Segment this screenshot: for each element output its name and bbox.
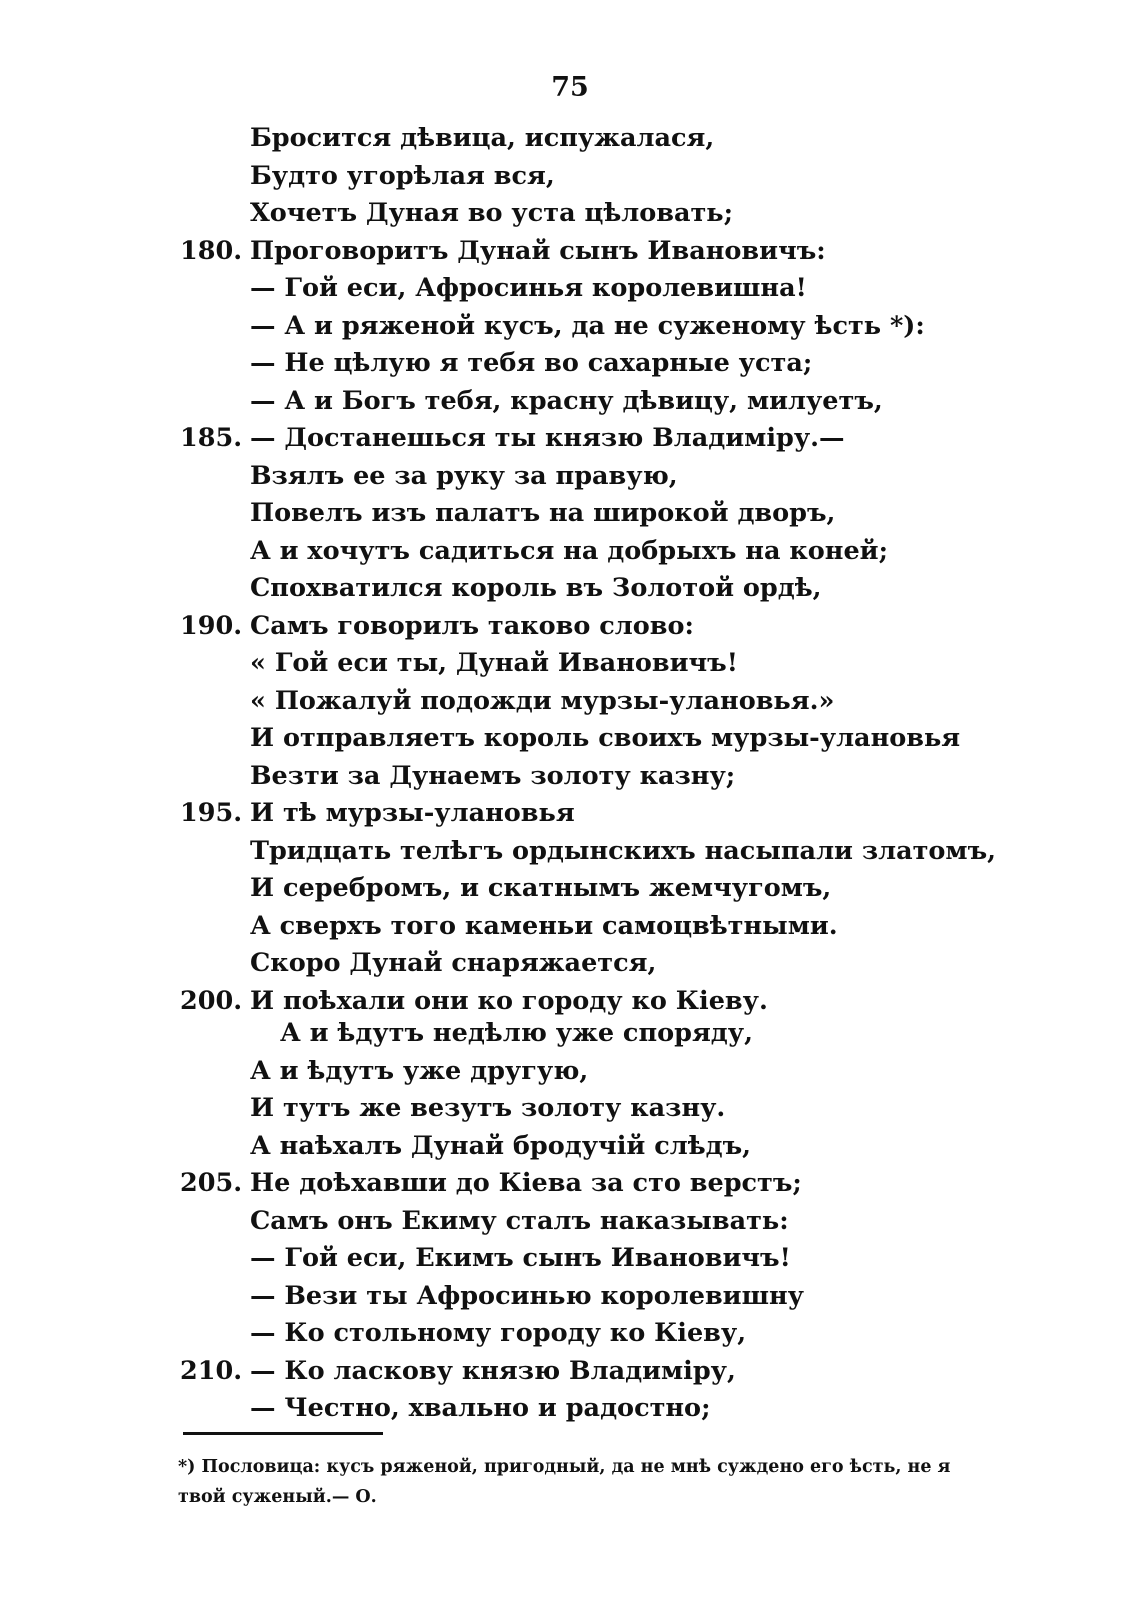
verse-text: — Гой еси, Екимъ сынъ Ивановичъ! bbox=[250, 1243, 791, 1273]
verse-line bbox=[0, 1240, 1140, 1278]
verse-text: — Ко стольному городу ко Кіеву, bbox=[250, 1318, 747, 1348]
verse-line bbox=[0, 270, 1140, 308]
verse-line bbox=[0, 1053, 1140, 1091]
verse-line bbox=[0, 458, 1140, 496]
verse-text: И тутъ же везутъ золоту казну. bbox=[250, 1093, 726, 1123]
line-number: 195. bbox=[180, 798, 243, 828]
verse-text: — Ко ласкову князю Владиміру, bbox=[250, 1355, 736, 1386]
verse-line bbox=[0, 120, 1140, 158]
verse-text: Будто угорѣлая вся, bbox=[250, 160, 555, 191]
footnote-line: твой суженый.— О. bbox=[178, 1487, 377, 1507]
verse-line bbox=[0, 308, 1140, 346]
verse-text: — А и ряженой кусъ, да не суженому ѣсть *): bbox=[250, 310, 925, 341]
verse-line bbox=[0, 570, 1140, 608]
line-number: 190. bbox=[180, 610, 243, 641]
verse-line bbox=[0, 158, 1140, 196]
verse-line bbox=[0, 945, 1140, 983]
verse-text: Самъ онъ Екиму сталъ наказывать: bbox=[250, 1205, 789, 1236]
verse-line bbox=[0, 1390, 1140, 1428]
verse-line bbox=[0, 420, 1140, 458]
verse-line bbox=[0, 195, 1140, 233]
verse-line bbox=[0, 495, 1140, 533]
verse-line bbox=[0, 1165, 1140, 1203]
verse-line bbox=[0, 758, 1140, 796]
verse-line bbox=[0, 1090, 1140, 1128]
verse-line bbox=[0, 833, 1140, 871]
verse-text: Проговоритъ Дунай сынъ Ивановичъ: bbox=[250, 235, 826, 266]
page-number: 75 bbox=[551, 72, 589, 103]
verse-text: — Гой еси, Афросинья королевишна! bbox=[250, 273, 807, 303]
verse-line bbox=[0, 795, 1140, 833]
verse-text: Тридцать телѣгъ ордынскихъ насыпали златомъ, bbox=[250, 835, 997, 866]
line-number: 180. bbox=[180, 235, 243, 266]
verse-line bbox=[0, 608, 1140, 646]
verse-line bbox=[0, 720, 1140, 758]
stanza-2 bbox=[0, 1015, 1140, 1428]
verse-line bbox=[0, 383, 1140, 421]
verse-text: — Честно, хвально и радостно; bbox=[250, 1393, 711, 1423]
verse-text: — Достанешься ты князю Владиміру.— bbox=[250, 423, 845, 453]
verse-text: Повелъ изъ палатъ на широкой дворъ, bbox=[250, 498, 836, 528]
verse-text: А сверхъ того каменьи самоцвѣтными. bbox=[250, 910, 838, 941]
line-number: 200. bbox=[180, 985, 243, 1016]
verse-text: А и ѣдутъ уже другую, bbox=[250, 1055, 589, 1086]
footnote bbox=[178, 1452, 978, 1512]
line-number: 185. bbox=[180, 423, 243, 453]
verse-text: Везти за Дунаемъ золоту казну; bbox=[250, 760, 736, 791]
verse-line bbox=[0, 1203, 1140, 1241]
verse-text: А и ѣдутъ недѣлю уже споряду, bbox=[280, 1018, 753, 1048]
verse-line bbox=[0, 645, 1140, 683]
verse-text: — Не цѣлую я тебя во сахарные уста; bbox=[250, 348, 813, 378]
verse-line bbox=[0, 1128, 1140, 1166]
verse-line bbox=[0, 1315, 1140, 1353]
verse-text: « Гой еси ты, Дунай Ивановичъ! bbox=[250, 648, 738, 678]
verse-text: Спохватился король въ Золотой ордѣ, bbox=[250, 573, 822, 603]
verse-text: Самъ говорилъ таково слово: bbox=[250, 610, 694, 641]
footnote-divider bbox=[183, 1432, 383, 1435]
verse-text: « Пожалуй подожди мурзы-улановья.» bbox=[250, 685, 835, 716]
line-number: 205. bbox=[180, 1168, 243, 1198]
verse-text: А наѣхалъ Дунай бродучій слѣдъ, bbox=[250, 1130, 752, 1161]
footnote-line: *) Пословица: кусъ ряженой, пригодный, да не мнѣ суждено его ѣсть, не я bbox=[178, 1457, 951, 1477]
verse-line bbox=[0, 1015, 1140, 1053]
verse-text: — Вези ты Афросинью королевишну bbox=[250, 1280, 804, 1311]
verse-text: И отправляетъ король своихъ мурзы-улановья bbox=[250, 723, 961, 753]
verse-line bbox=[0, 1278, 1140, 1316]
verse-line bbox=[0, 345, 1140, 383]
verse-line bbox=[0, 908, 1140, 946]
verse-line bbox=[0, 870, 1140, 908]
verse-text: И серебромъ, и скатнымъ жемчугомъ, bbox=[250, 873, 832, 903]
verse-line bbox=[0, 1353, 1140, 1391]
verse-text: Бросится дѣвица, испужалася, bbox=[250, 123, 715, 153]
verse-text: Хочетъ Дуная во уста цѣловать; bbox=[250, 198, 733, 228]
verse-line bbox=[0, 233, 1140, 271]
verse-text: И поѣхали они ко городу ко Кіеву. bbox=[250, 985, 768, 1016]
stanza-1 bbox=[0, 120, 1140, 1020]
verse-text: — А и Богъ тебя, красну дѣвицу, милуетъ, bbox=[250, 385, 883, 416]
verse-text: И тѣ мурзы-улановья bbox=[250, 798, 575, 828]
verse-text: Скоро Дунай снаряжается, bbox=[250, 948, 657, 978]
verse-line bbox=[0, 683, 1140, 721]
verse-text: Взялъ ее за руку за правую, bbox=[250, 460, 678, 491]
verse-text: Не доѣхавши до Кіева за сто верстъ; bbox=[250, 1168, 802, 1198]
verse-text: А и хочутъ садиться на добрыхъ на коней; bbox=[250, 535, 888, 566]
verse-line bbox=[0, 533, 1140, 571]
line-number: 210. bbox=[180, 1355, 243, 1386]
